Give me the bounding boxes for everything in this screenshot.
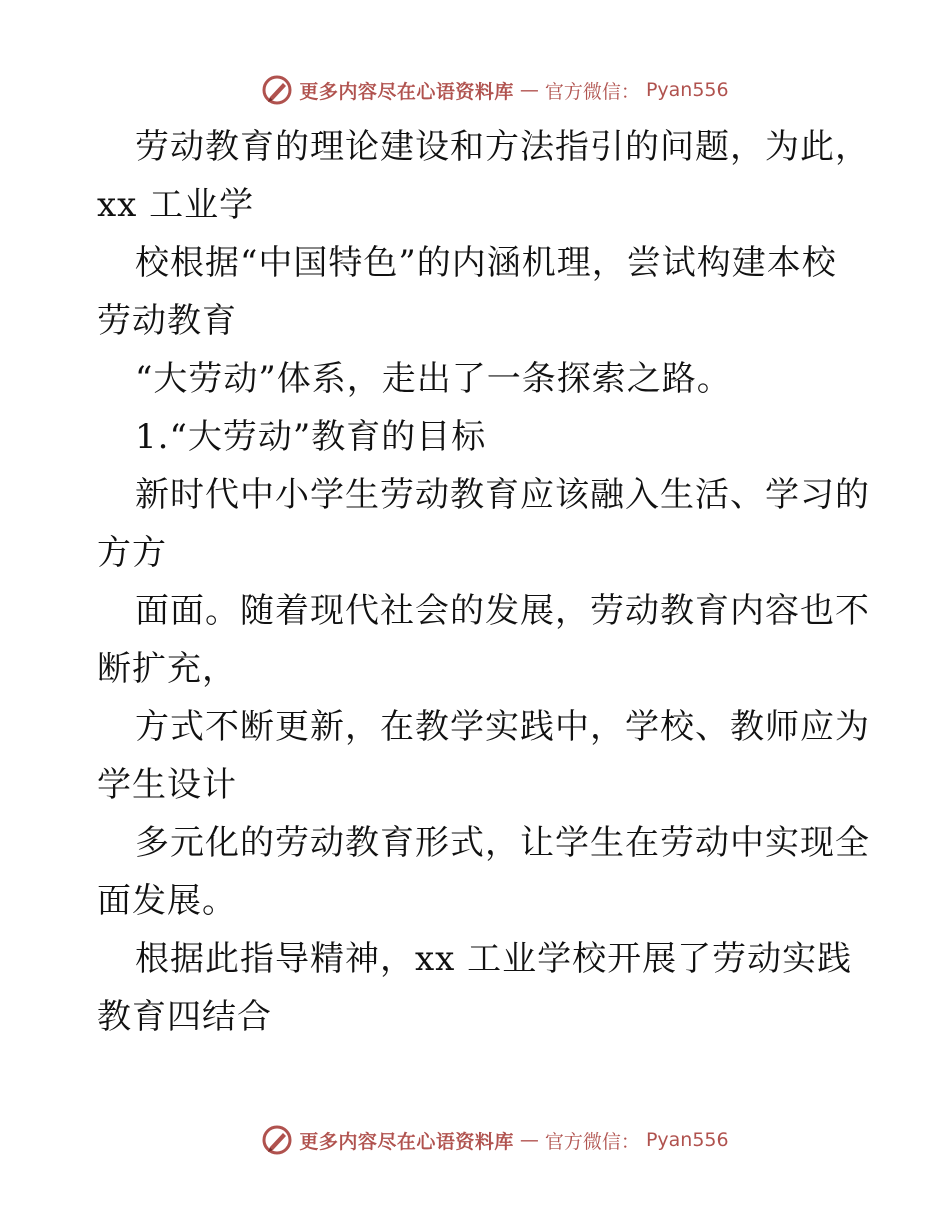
document-body [97,118,870,1046]
text-line: 新时代中小学生劳动教育应该融入生活、学习的 [135,475,870,515]
text-line: 方式不断更新，在教学实践中，学校、教师应为 [135,707,870,747]
text-line: 校根据“中国特色”的内涵机理，尝试构建本校 [135,243,837,283]
watermark-dash: — [519,1129,539,1151]
pen-logo-icon [261,1124,293,1156]
watermark-dash: — [519,79,539,101]
watermark-text: 更多内容尽在心语资料库 [299,80,514,103]
text-line: 学生设计 [97,765,237,805]
text-line: 根据此指导精神，xx 工业学校开展了劳动实践 [135,939,853,979]
text-line: 面发展。 [97,881,237,921]
footer-watermark [0,1120,950,1160]
pen-logo-icon [261,74,293,106]
text-line: 教育四结合 [97,997,272,1037]
section-heading: 1.“大劳动”教育的目标 [135,417,487,457]
text-line: “大劳动”体系，走出了一条探索之路。 [135,359,732,399]
text-line: 断扩充， [97,649,237,689]
text-line: xx 工业学 [97,185,255,225]
watermark-text: 更多内容尽在心语资料库 [299,1130,514,1153]
watermark-wechat-id: Pyan556 [645,1129,729,1151]
header-watermark [0,70,950,110]
text-line: 面面。随着现代社会的发展，劳动教育内容也不 [135,591,870,631]
text-line: 方方 [97,533,167,573]
watermark-wechat-label: 官方微信： [544,80,640,103]
text-line: 多元化的劳动教育形式，让学生在劳动中实现全 [135,823,870,863]
text-line: 劳动教育的理论建设和方法指引的问题，为此， [135,127,870,167]
watermark-wechat-id: Pyan556 [645,79,729,101]
watermark-wechat-label: 官方微信： [544,1130,640,1153]
text-line: 劳动教育 [97,301,237,341]
